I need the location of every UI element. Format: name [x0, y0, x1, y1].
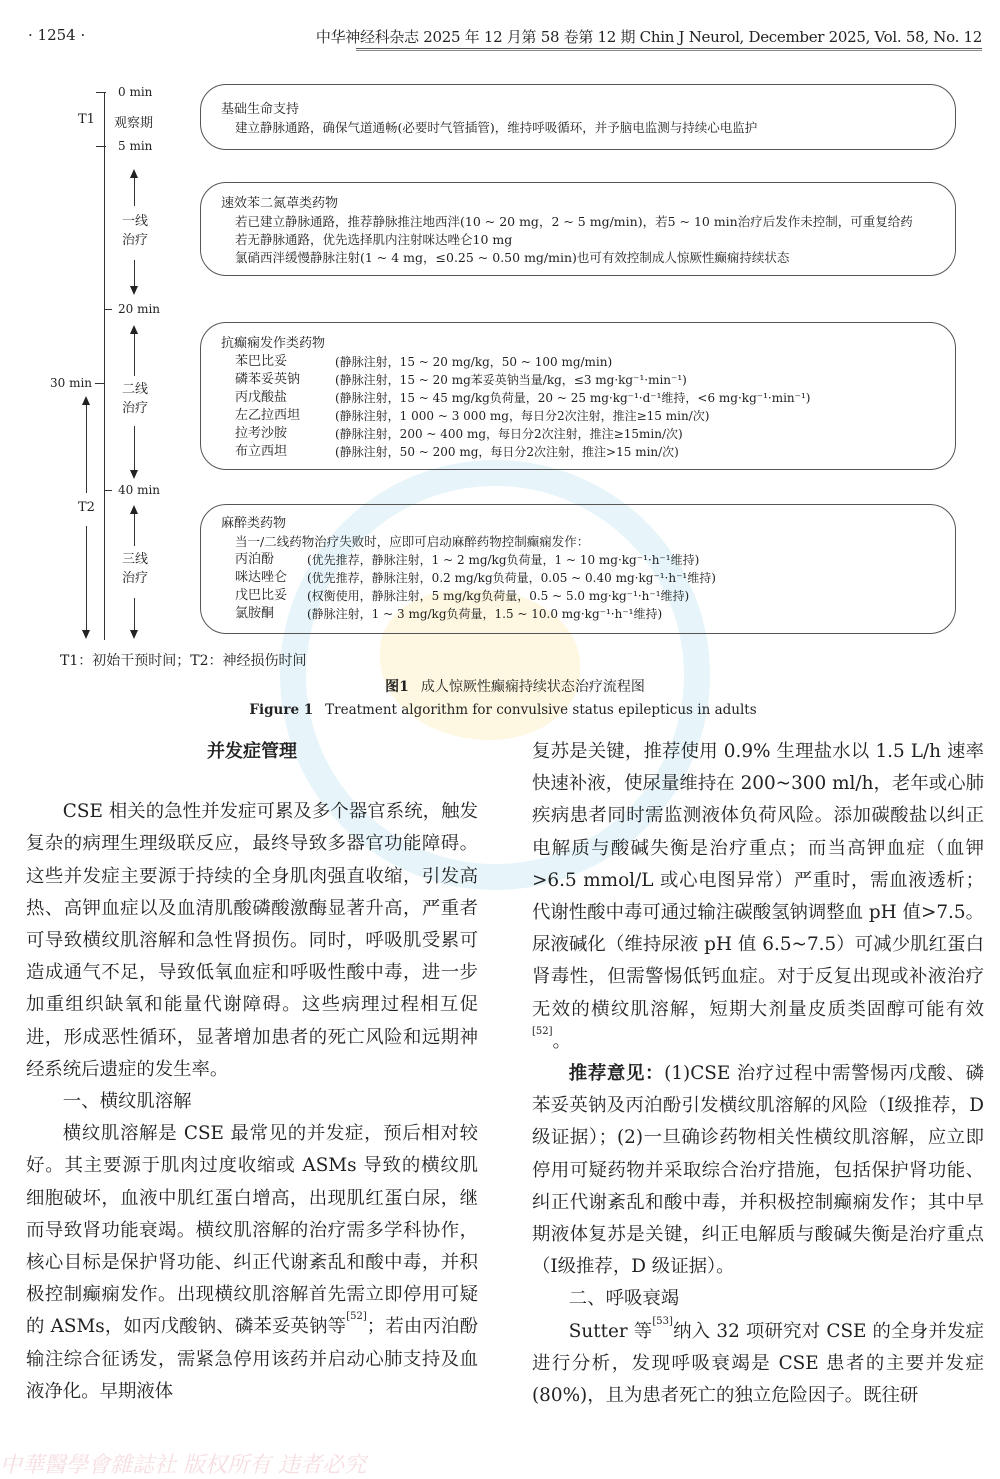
- arrow-up-icon: [134, 178, 135, 206]
- drug-row: 拉考沙胺 (静脉注射，200 ~ 400 mg，每日分2次注射，推注≥15min/次): [235, 426, 683, 441]
- drug-row: 左乙拉西坦 (静脉注射，1 000 ~ 3 000 mg，每日分2次注射，推注≥15 min/次): [235, 408, 710, 423]
- arrow-up-icon: [134, 514, 135, 546]
- paragraph: 复苏是关键，推荐使用 0.9% 生理盐水以 1.5 L/h 速率快速补液，使尿量维持在 200~300 ml/h，老年或心肺疾病患者同时需监测液体负荷风险。添加碳酸盐以纠正电解质与酸碱失衡是治疗重点；而当高钾血症（血钾>6.5 mmol/L 或心电图异常）严重时，需血液透析；代谢性酸中毒可通过输注碳酸氢钠调整血 pH 值>7.5。尿液碱化（维持尿液 pH 值 6.5~7.5）可减少肌红蛋白肾毒性，但需警惕低钙血症。对于反复出现或补液治疗无效的横纹肌溶解，短期大剂量皮质类固醇可能有效[52]。: [532, 741, 984, 1052]
- arrow-down-icon: [134, 260, 135, 286]
- figure-1: [0, 80, 1000, 718]
- paragraph: CSE 相关的急性并发症可累及多个器官系统，触发复杂的病理生理级联反应，最终导致多器官功能障碍。这些并发症主要源于持续的全身肌肉强直收缩，引发高热、高钾血症以及血清肌酸磷酸激酶显著升高，严重者可导致横纹肌溶解和急性肾损伤。同时，呼吸肌受累可造成通气不足，导致低氧血症和呼吸性酸中毒，进一步加重组织缺氧和能量代谢障碍。这些病理过程相互促进，形成恶性循环，显著增加患者的死亡风险和远期神经系统后遗症的发生率。: [26, 801, 478, 1080]
- second-line-label: 二线 治疗: [121, 382, 148, 416]
- tick-30: [95, 383, 104, 384]
- paragraph: Sutter 等[53]纳入 32 项研究对 CSE 的全身并发症进行分析，发现呼吸衰竭是 CSE 患者的主要并发症(80%)，且为患者死亡的独立危险因子。既往研: [532, 1315, 984, 1407]
- citation[interactable]: [52]: [532, 1025, 553, 1037]
- tick-40: [104, 490, 112, 491]
- t1-label: T1: [78, 112, 95, 127]
- box-first-line: 速效苯二氮䓬类药物 若已建立静脉通路，推荐静脉推注地西泮(10 ~ 20 mg，2 ~ 5 mg/min)，若5 ~ 10 min治疗后发作未控制，可重复给药 若无静脉通路，优先选择肌内注射咪达唑仑10 mg 氯硝西泮缓慢静脉注射(1 ~ 4 mg，≤0.25 ~ 0.50 mg/min)也可有效控制成人惊厥性癫痫持续状态: [200, 182, 956, 276]
- header-rule: [356, 48, 982, 51]
- drug-row: 氯胺酮 (静脉注射，1 ~ 3 mg/kg负荷量，1.5 ~ 10.0 mg·kg⁻¹·h⁻¹维持): [235, 606, 663, 621]
- tick-0: [96, 92, 106, 93]
- tick-label-30: 30 min: [50, 376, 93, 390]
- tick-5: [96, 146, 106, 147]
- figure-caption-cn: 图1 成人惊厥性癫痫持续状态治疗流程图: [385, 679, 645, 695]
- tick-20: [104, 309, 112, 310]
- first-line-label: 一线 治疗: [121, 214, 148, 248]
- paragraph: 横纹肌溶解是 CSE 最常见的并发症，预后相对较好。其主要源于肌肉过度收缩或 ASMs 导致的横纹肌细胞破坏，血液中肌红蛋白增高，出现肌红蛋白尿，继而导致肾功能衰竭。横纹肌溶解的治疗需多学科协作，核心目标是保护肾功能、纠正代谢紊乱和酸中毒，并积极控制癫痫发作。出现横纹肌溶解首先需立即停用可疑的 ASMs，如丙戊酸钠、磷苯妥英钠等[52]；若由丙泊酚输注综合征诱发，需紧急停用该药并启动心肺支持及血液净化。早期液体: [26, 1123, 478, 1402]
- left-column: [26, 736, 478, 1408]
- arrow-down-icon: [134, 426, 135, 470]
- t2-label: T2: [78, 500, 95, 515]
- citation[interactable]: [52]: [346, 1311, 367, 1323]
- tick-label-0: 0 min: [118, 85, 153, 99]
- drug-row: 咪达唑仑 (优先推荐，静脉注射，0.2 mg/kg负荷量，0.05 ~ 0.40 mg·kg⁻¹·h⁻¹维持): [235, 570, 716, 585]
- box-third-line: 麻醉类药物 当一/二线药物治疗失败时，应即可启动麻醉药物控制癫痫发作： 丙泊酚 (优先推荐，静脉注射，1 ~ 2 mg/kg负荷量，1 ~ 10 mg·kg⁻¹·h⁻¹维持) 咪达唑仑 (优先推荐，静脉注射，0.2 mg/kg负荷量，0.05 ~ 0.40 mg·kg⁻¹·h⁻¹维持) 戊巴比妥 (权衡使用，静脉注射，5 mg/kg负荷量，0.5 ~ 5.0 mg·kg⁻¹·h⁻¹维持) 氯胺酮 (静脉注射，1 ~ 3 mg/kg负荷量，1.5 ~ 10.0 mg·kg⁻¹·h⁻¹维持): [200, 504, 956, 634]
- tick-label-40: 40 min: [118, 483, 161, 497]
- drug-row: 布立西坦 (静脉注射，50 ~ 200 mg，每日分2次注射，推注>15 min/次): [235, 444, 679, 459]
- drug-row: 戊巴比妥 (权衡使用，静脉注射，5 mg/kg负荷量，0.5 ~ 5.0 mg·kg⁻¹·h⁻¹维持): [235, 588, 690, 603]
- arrow-up-icon: [134, 334, 135, 376]
- subheading: 二、呼吸衰竭: [568, 1288, 680, 1310]
- right-column: [532, 736, 984, 1412]
- figure-caption-en: Figure 1 Treatment algorithm for convulsive status epilepticus in adults: [249, 702, 757, 718]
- box-second-line: 抗癫痫发作类药物 苯巴比妥 (静脉注射，15 ~ 20 mg/kg，50 ~ 100 mg/min) 磷苯妥英钠 (静脉注射，15 ~ 20 mg苯妥英钠当量/kg，≤3 mg·kg⁻¹·min⁻¹) 丙戊酸盐 (静脉注射，15 ~ 45 mg/kg负荷量，20 ~ 25 mg·kg⁻¹·d⁻¹维持，<6 mg·kg⁻¹·min⁻¹) 左乙拉西坦 (静脉注射，1 000 ~ 3 000 mg，每日分2次注射，推注≥15 min/次) 拉考沙胺 (静脉注射，200 ~ 400 mg，每日分2次注射，推注≥15min/次) 布立西坦 (静脉注射，50 ~ 200 mg，每日分2次注射，推注>15 min/次): [200, 322, 956, 470]
- journal-citation: 中华神经科杂志 2025 年 12 月第 58 卷第 12 期 Chin J Neurol, December 2025, Vol. 58, No. 12: [315, 28, 982, 46]
- drug-row: 磷苯妥英钠 (静脉注射，15 ~ 20 mg苯妥英钠当量/kg，≤3 mg·kg⁻¹·min⁻¹): [235, 372, 687, 387]
- running-header: [0, 26, 1000, 50]
- t2-arrow-up-icon: [86, 405, 87, 493]
- drug-row: 丙戊酸盐 (静脉注射，15 ~ 45 mg/kg负荷量，20 ~ 25 mg·kg⁻¹·d⁻¹维持，<6 mg·kg⁻¹·min⁻¹): [235, 390, 811, 405]
- timeline-axis: [104, 92, 105, 640]
- figure-legend: T1：初始干预时间；T2：神经损伤时间: [60, 653, 307, 669]
- subheading: 一、横纹肌溶解: [62, 1091, 192, 1113]
- drug-row: 丙泊酚 (优先推荐，静脉注射，1 ~ 2 mg/kg负荷量，1 ~ 10 mg·kg⁻¹·h⁻¹维持): [235, 552, 700, 567]
- observation-label: 观察期: [114, 116, 154, 131]
- third-line-label: 三线 治疗: [121, 552, 148, 586]
- arrow-down-icon: [134, 598, 135, 630]
- t2-arrow-down-icon: [86, 526, 87, 630]
- page-number: · 1254 ·: [28, 26, 86, 44]
- citation[interactable]: [53]: [652, 1315, 673, 1327]
- publisher-watermark: 中華醫學會雜誌社 版权所有 违者必究: [0, 1453, 366, 1478]
- tick-label-20: 20 min: [118, 302, 161, 316]
- box-basic-life-support: 基础生命支持 建立静脉通路，确保气道通畅(必要时气管插管)，维持呼吸循环，并予脑电监测与持续心电监护: [200, 84, 956, 150]
- drug-row: 苯巴比妥 (静脉注射，15 ~ 20 mg/kg，50 ~ 100 mg/min): [235, 354, 613, 369]
- tick-label-5: 5 min: [118, 139, 153, 153]
- section-title: 并发症管理: [207, 741, 297, 762]
- recommendation: 推荐意见：(1)CSE 治疗过程中需警惕丙戊酸、磷苯妥英钠及丙泊酚引发横纹肌溶解的风险（Ⅰ级推荐，D 级证据）；(2)一旦确诊药物相关性横纹肌溶解，应立即停用可疑药物并采取综合治疗措施，包括保护肾功能、纠正代谢紊乱和酸中毒，并积极控制癫痫发作；其中早期液体复苏是关键，纠正电解质与酸碱失衡是治疗重点（Ⅰ级推荐，D 级证据）。: [532, 1063, 984, 1278]
